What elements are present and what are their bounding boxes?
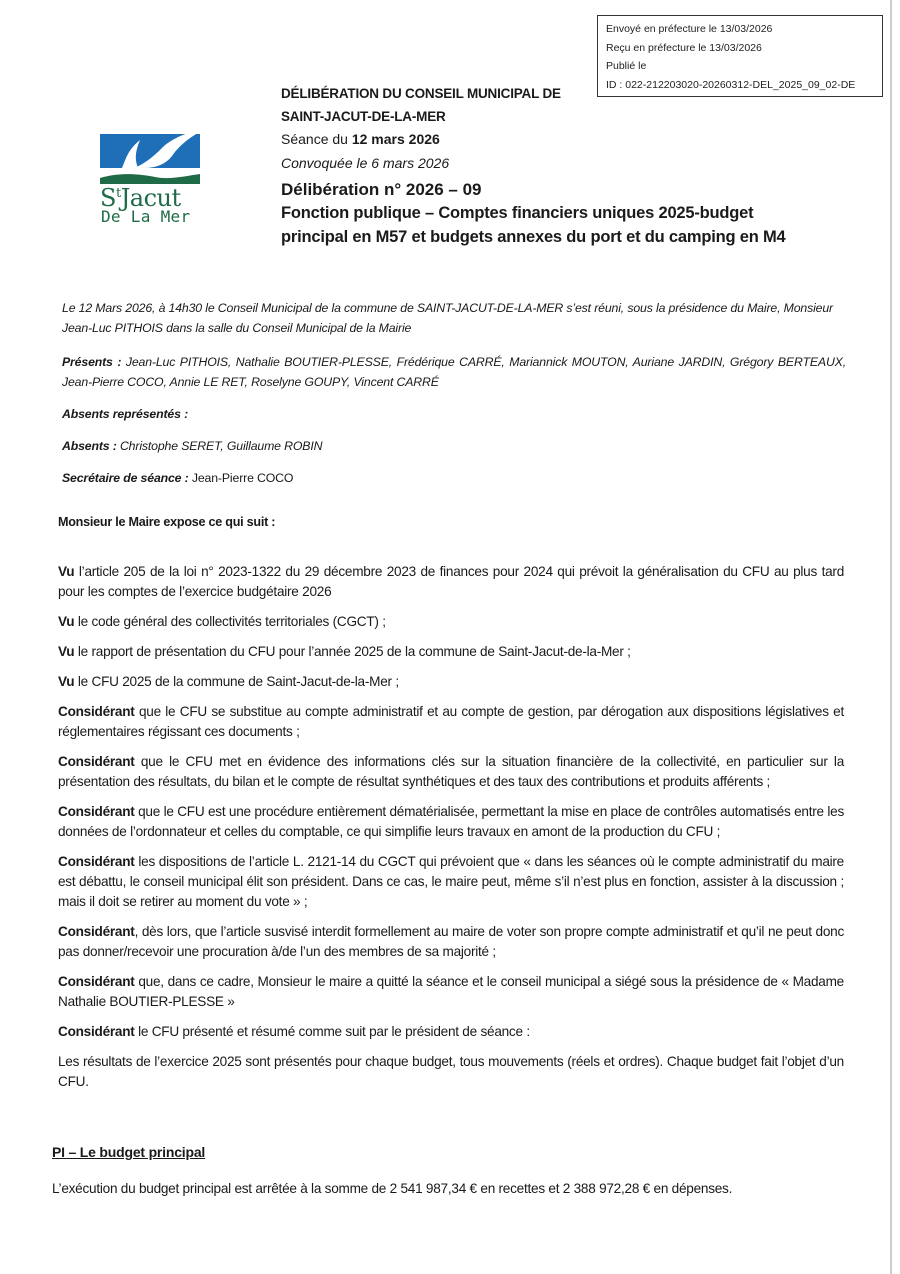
paragraph-lead: Considérant (58, 754, 135, 769)
paragraph (58, 802, 844, 842)
stamp-received: Reçu en préfecture le 13/03/2026 (606, 41, 762, 54)
page-edge (890, 0, 892, 1274)
paragraph-text: le rapport de présentation du CFU pour l’année 2025 de la commune de Saint-Jacut-de-la-Mer ; (74, 644, 631, 659)
paragraph-lead: Considérant (58, 854, 135, 869)
paragraph (58, 672, 844, 692)
deliberation-subject: Fonction publique – Comptes financiers uniques 2025-budget principal en M57 et budgets annexes du port et du camping en M4 (281, 204, 786, 246)
paragraph-text: Les résultats de l’exercice 2025 sont présentés pour chaque budget, tous mouvements (réels et ordres). Chaque budget fait l’objet d’un CFU. (58, 1054, 844, 1089)
section-title-budget-principal: PI – Le budget principal (52, 1144, 206, 1160)
paragraph (58, 752, 844, 792)
represented-row (62, 404, 846, 424)
paragraph-text: que le CFU met en évidence des informations clés sur la situation financière de la collectivité, en particulier sur la présentation des résultats, du bilan et le compte de résultat synthétiques et des taux des contributions et produits afférents ; (58, 754, 844, 789)
seance-label: Séance du (281, 131, 352, 147)
paragraph-lead: Considérant (58, 974, 135, 989)
seance-line (281, 128, 821, 151)
paragraph (58, 1022, 844, 1042)
org-line1: DÉLIBÉRATION DU CONSEIL MUNICIPAL DE (281, 86, 561, 101)
paragraph (58, 612, 844, 632)
attendance-block (62, 352, 846, 500)
logo-jacut: Jacut (120, 184, 181, 212)
paragraph-lead: Considérant (58, 924, 135, 939)
paragraph (58, 922, 844, 962)
document-header (281, 82, 821, 249)
expose-line: Monsieur le Maire expose ce qui suit : (58, 515, 276, 529)
commune-logo (100, 128, 208, 228)
paragraph-lead: Vu (58, 614, 75, 629)
present-list: Jean-Luc PITHOIS, Nathalie BOUTIER-PLESSE, Frédérique CARRÉ, Mariannick MOUTON, Auriane JARDIN, Grégory BERTEAUX, Jean-Pierre COCO, Annie LE RET, Roselyne GOUPY, Vincent CARRÉ (62, 355, 846, 389)
stamp-published: Publié le (606, 60, 647, 72)
paragraph-lead: Vu (58, 644, 75, 659)
absent-label: Absents : (62, 439, 117, 453)
present-row (62, 352, 846, 392)
stamp-id: ID : 022-212203020-20260312-DEL_2025_09_02-DE (606, 78, 856, 91)
paragraph-text: le CFU 2025 de la commune de Saint-Jacut-de-la-Mer ; (74, 674, 399, 689)
absent-list: Christophe SERET, Guillaume ROBIN (116, 439, 323, 453)
seance-date: 12 mars 2026 (351, 131, 440, 147)
paragraph-text: le CFU présenté et résumé comme suit par le président de séance : (134, 1024, 530, 1039)
secretary-row (62, 468, 846, 488)
paragraph-text: que le CFU se substitue au compte administratif et au compte de gestion, par dérogation aux dispositions législatives et réglementaires régissant ces documents ; (58, 704, 844, 739)
paragraph (58, 852, 844, 912)
deliberation-body (58, 512, 844, 1102)
secretary-name: Jean-Pierre COCO (188, 471, 294, 485)
paragraph-lead: Considérant (58, 1024, 135, 1039)
present-label: Présents : (62, 355, 122, 369)
paragraph-text: que le CFU est une procédure entièrement dématérialisée, permettant la mise en place de contrôles automatisés entre les données de l’ordonnateur et celles du comptable, ce qui simplifie leurs travaux en amont de la production du CFU ; (58, 804, 844, 839)
paragraph-lead: Vu (58, 564, 75, 579)
paragraph-lead: Vu (58, 674, 75, 689)
paragraph-lead: Considérant (58, 704, 135, 719)
paragraph-text: les dispositions de l’article L. 2121-14 du CGCT qui prévoient que « dans les séances où le compte administratif du maire est débattu, le conseil municipal élit son président. Dans ce cas, le maire peut, même s’il n’est plus en fonction, assister à la discussion ; mais il doit se retirer au moment du vote » ; (58, 854, 844, 909)
paragraph-text: , dès lors, que l’article susvisé interdit formellement au maire de voter son propre compte administratif et qu’il ne peut donc pas donner/recevoir une procuration à/de l’un des membres de sa majorité ; (58, 924, 844, 959)
secretary-label: Secrétaire de séance : (62, 471, 189, 485)
convocation-line: Convoquée le 6 mars 2026 (281, 155, 450, 171)
logo-name-line2: De La Mer (101, 207, 191, 226)
org-line2: SAINT-JACUT-DE-LA-MER (281, 109, 446, 124)
logo-emblem-icon (100, 128, 208, 188)
logo-st-sup: t (115, 186, 121, 201)
paragraph-text: le code général des collectivités territoriales (CGCT) ; (74, 614, 386, 629)
paragraph (58, 972, 844, 1012)
stamp-sent: Envoyé en préfecture le 13/03/2026 (606, 23, 773, 35)
deliberation-number: Délibération n° 2026 – 09 (281, 180, 482, 199)
absent-row (62, 436, 846, 456)
budget-execution-line: L’exécution du budget principal est arrêtée à la somme de 2 541 987,34 € en recettes et 2 388 972,28 € en dépenses. (52, 1181, 733, 1196)
paragraph (58, 1052, 844, 1092)
paragraph (58, 702, 844, 742)
intro-paragraph: Le 12 Mars 2026, à 14h30 le Conseil Municipal de la commune de SAINT-JACUT-DE-LA-MER s’est réuni, sous la présidence du Maire, Monsieur Jean-Luc PITHOIS dans la salle du Conseil Municipal de la Mairie (62, 301, 833, 335)
logo-st: S (100, 184, 116, 212)
paragraph-text: l’article 205 de la loi n° 2023-1322 du 29 décembre 2023 de finances pour 2024 qui prévoit la généralisation du CFU au plus tard pour les comptes de l’exercice budgétaire 2026 (58, 564, 844, 599)
paragraph (58, 642, 844, 662)
logo-name-line1 (100, 182, 210, 210)
paragraph-lead: Considérant (58, 804, 135, 819)
paragraph (58, 562, 844, 602)
represented-label: Absents représentés : (62, 407, 189, 421)
paragraph-text: que, dans ce cadre, Monsieur le maire a quitté la séance et le conseil municipal a siégé sous la présidence de « Madame Nathalie BOUTIER-PLESSE » (58, 974, 844, 1009)
